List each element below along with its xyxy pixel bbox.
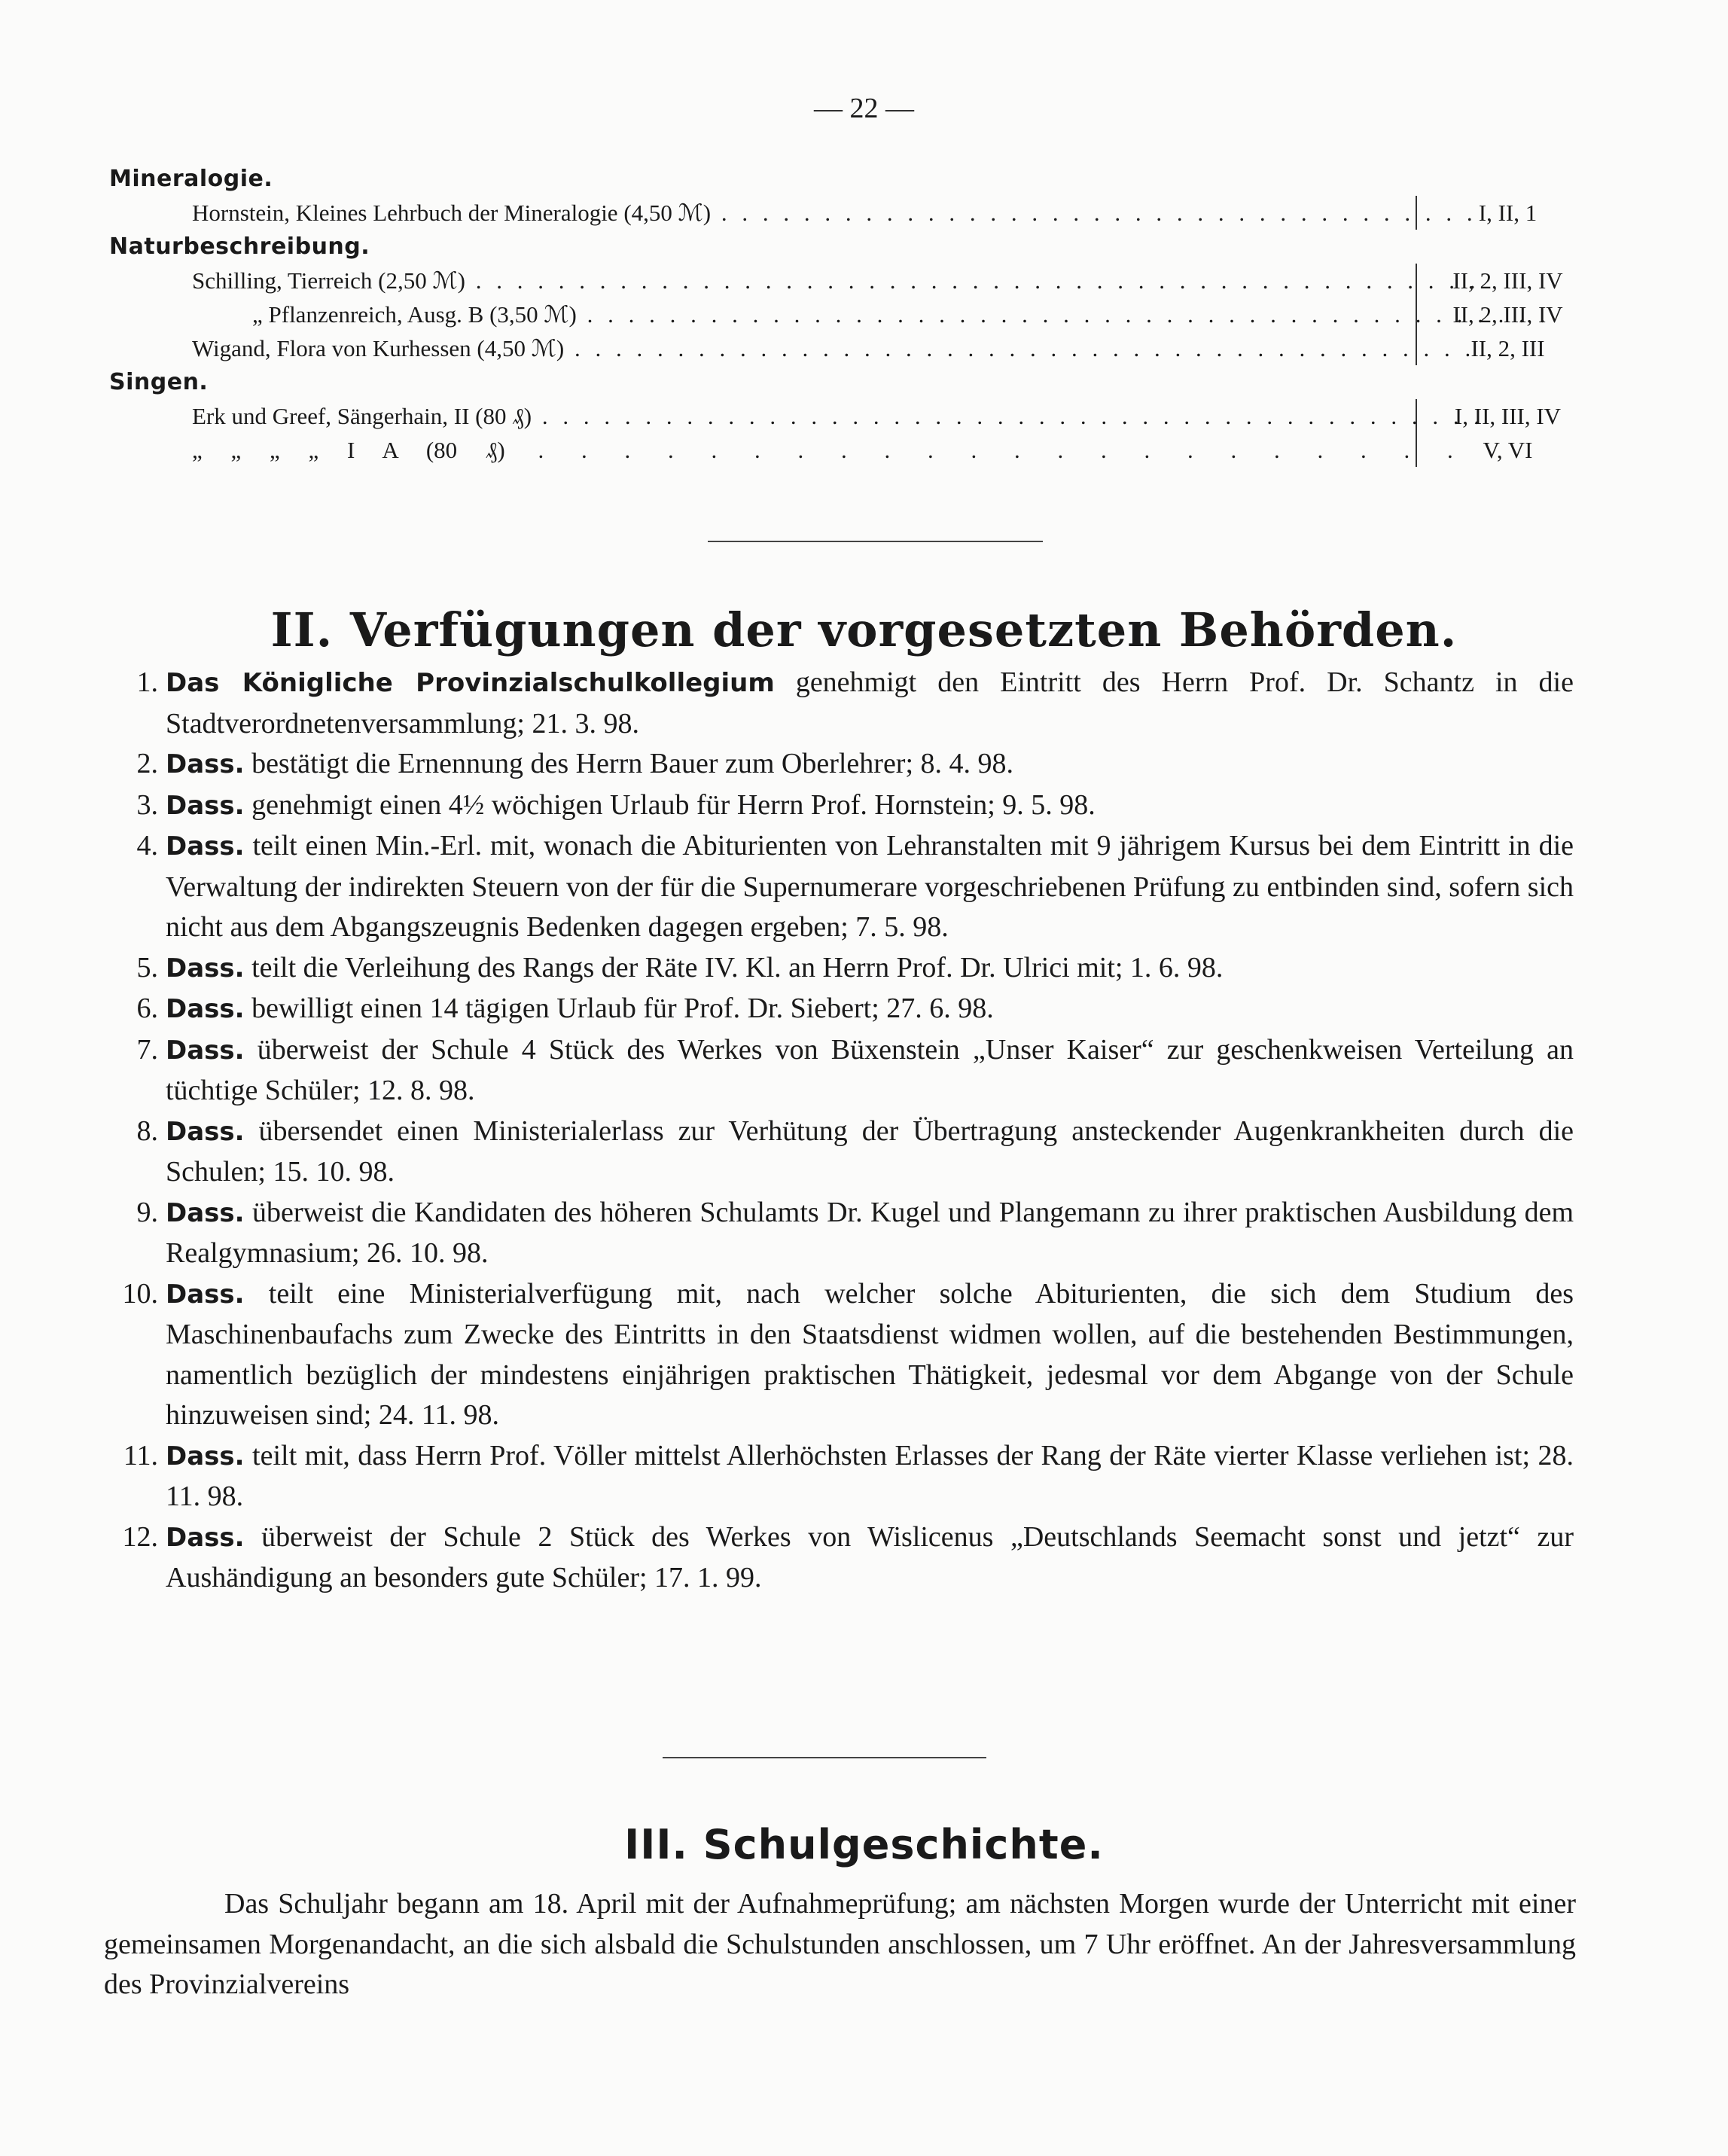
list-item (102, 989, 1574, 1030)
item-number: 8. (136, 1115, 158, 1147)
item-number: 10. (122, 1277, 158, 1310)
item-text: überweist die Kandidaten des höheren Schulamts Dr. Kugel und Plangemann zu ihrer praktischen Ausbildung dem Realgymnasium; 26. 10. 98. (166, 1196, 1574, 1269)
book-row (109, 297, 1585, 331)
school-history-paragraph: Das Schuljahr begann am 18. April mit der Aufnahmeprüfung; am nächsten Morgen wurde der Unterricht mit einer gemeinsamen Morgenandacht, an die sich alsbald die Schulstunden anschlossen, um 7 Uhr eröffnet. An der Jahresversammlung des Provinzialvereins (104, 1888, 1576, 2000)
authority: Dass. (166, 749, 245, 779)
subject-heading-singen: Singen. (109, 369, 209, 395)
subject-heading-mineralogie: Mineralogie. (109, 166, 273, 192)
subject-heading-naturbeschreibung: Naturbeschreibung. (109, 233, 370, 260)
book-row (109, 399, 1585, 433)
book-row (109, 433, 1585, 467)
item-text: genehmigt einen 4½ wöchigen Urlaub für Herrn Prof. Hornstein; 9. 5. 98. (251, 788, 1096, 821)
book-title: „ Pflanzenreich, Ausg. B (3,50 ℳ) . . . (192, 297, 1547, 331)
list-item (102, 948, 1574, 990)
item-number: 2. (136, 748, 158, 779)
book-classes: II, 2, III, IV (1416, 264, 1585, 297)
section-divider (663, 1757, 986, 1758)
item-text: bestätigt die Ernennung des Herrn Bauer zum Oberlehrer; 8. 4. 98. (251, 748, 1014, 779)
item-number: 5. (136, 951, 158, 983)
book-title: Wigand, Flora von Kurhessen (4,50 ℳ) . . . (192, 331, 1487, 365)
authority: Dass. (166, 953, 245, 983)
list-item (102, 1193, 1574, 1274)
item-text: bewilligt einen 14 tägigen Urlaub für Prof. Dr. Siebert; 27. 6. 98. (251, 993, 994, 1024)
list-item (102, 1517, 1574, 1599)
item-number: 9. (136, 1196, 158, 1228)
list-item (102, 785, 1574, 827)
authority: Dass. (166, 831, 245, 861)
list-item (102, 1112, 1574, 1193)
book-list (109, 162, 1585, 467)
authority: Dass. (166, 1035, 245, 1066)
item-number: 12. (122, 1520, 158, 1553)
item-text: überweist der Schule 4 Stück des Werkes von Büxenstein „Unser Kaiser“ zur geschenkweisen Verteilung an tüchtige Schüler; 12. 8. 98. (166, 1033, 1574, 1106)
section-heading-ordinances: II. Verfügungen der vorgesetzten Behörden. (270, 602, 1458, 657)
list-item (102, 663, 1574, 744)
authority: Dass. (166, 1441, 245, 1471)
item-text: übersendet einen Ministerialerlass zur Verhütung der Übertragung ansteckender Augenkrankheiten durch die Schulen; 15. 10. 98. (166, 1115, 1574, 1188)
list-item (102, 1274, 1574, 1436)
item-number: 1. (136, 666, 158, 698)
book-classes: I, II, 1 (1416, 196, 1585, 230)
book-classes: II, 2, III, IV (1416, 297, 1585, 331)
item-text: genehmigt den Eintritt des Herrn Prof. Dr. Schantz in die Stadtverordnetenversammlung; 21. 3. 98. (166, 666, 1574, 740)
list-item (102, 826, 1574, 948)
item-number: 11. (123, 1439, 158, 1471)
book-title: „ „ „ „ I A (80 ₰) . . . (192, 433, 1487, 467)
item-text: teilt mit, dass Herrn Prof. Völler mittelst Allerhöchsten Erlasses der Rang der Räte vierter Klasse verliehen ist; 28. 11. 98. (166, 1439, 1574, 1512)
authority: Dass. (166, 790, 245, 821)
ordinance-list (102, 663, 1574, 1599)
list-item (102, 744, 1574, 785)
page-number: — 22 — (814, 93, 914, 124)
item-number: 7. (136, 1033, 158, 1066)
list-item (102, 1436, 1574, 1517)
authority: Dass. (166, 1197, 245, 1228)
section-heading-school-history: III. Schulgeschichte. (624, 1821, 1104, 1868)
authority: Dass. (166, 1116, 245, 1147)
item-number: 4. (136, 830, 158, 861)
item-text: teilt einen Min.-Erl. mit, wonach die Abiturienten von Lehranstalten mit 9 jährigem Kursus bei dem Eintritt in die Verwaltung der indirekten Steuern von der für die Supernumerare vorgeschriebenen Prüfung zu entbinden sind, sofern sich nicht aus dem Abgangszeugnis Bedenken dagegen ergeben; 7. 5. 98. (166, 830, 1574, 943)
item-text: überweist der Schule 2 Stück des Werkes von Wislicenus „Deutschlands Seemacht sonst und jetzt“ zur Aushändigung an besonders gute Schüler; 17. 1. 99. (166, 1520, 1574, 1593)
book-title: Erk und Greef, Sängerhain, II (80 ₰) . . . (192, 399, 1487, 433)
authority: Dass. (166, 1279, 245, 1310)
book-classes: II, 2, III (1416, 331, 1585, 365)
book-row (109, 264, 1585, 297)
book-title: Schilling, Tierreich (2,50 ℳ) . . . (192, 264, 1487, 297)
book-title: Hornstein, Kleines Lehrbuch der Mineralogie (4,50 ℳ) . . . (192, 196, 1487, 230)
authority: Dass. (166, 994, 245, 1024)
item-text: teilt die Verleihung des Rangs der Räte IV. Kl. an Herrn Prof. Dr. Ulrici mit; 1. 6. 98. (251, 951, 1224, 983)
book-classes: I, II, III, IV (1416, 399, 1585, 433)
book-classes: V, VI (1416, 433, 1585, 467)
book-row (109, 196, 1585, 230)
section-divider (708, 541, 1043, 542)
item-number: 3. (136, 788, 158, 821)
item-number: 6. (136, 993, 158, 1024)
item-text: teilt eine Ministerialverfügung mit, nach welcher solche Abiturienten, die sich dem Studium des Maschinenbaufachs zum Zwecke des Eintritts in den Staatsdienst widmen wollen, auf die bestehenden Bestimmungen, namentlich bezüglich der mindestens einjährigen praktischen Thätigkeit, jedesmal vor dem Abgange von der Schule hinzuweisen sind; 24. 11. 98. (166, 1277, 1574, 1431)
list-item (102, 1030, 1574, 1112)
authority: Das Königliche Provinzialschulkollegium (166, 668, 775, 698)
authority: Dass. (166, 1522, 245, 1553)
book-row (109, 331, 1585, 365)
